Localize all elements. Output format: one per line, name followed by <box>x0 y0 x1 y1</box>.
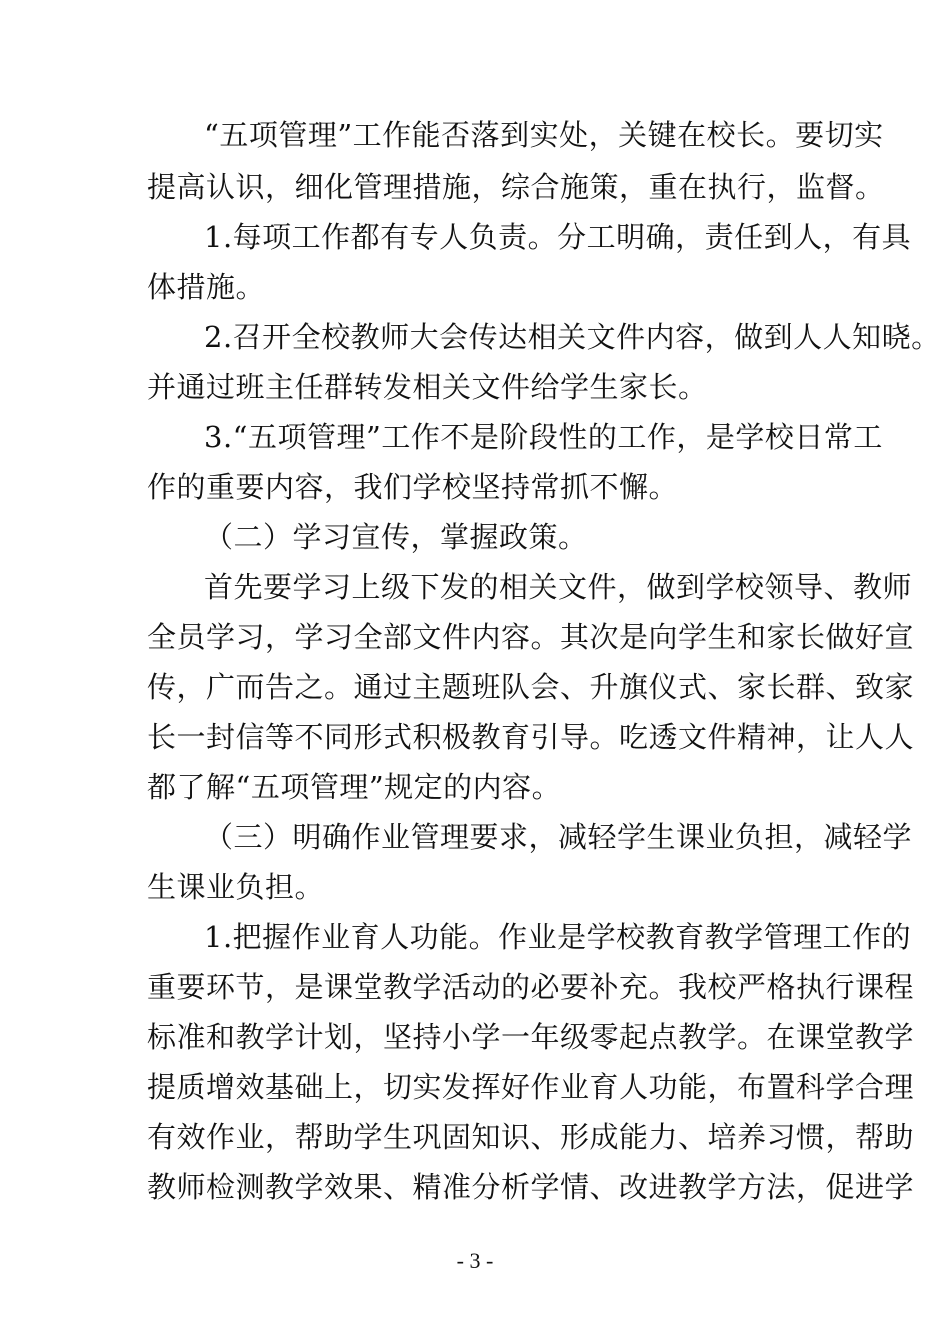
text-line: 作的重要内容，我们学校坚持常抓不懈。 <box>147 470 679 504</box>
text-line: 首先要学习上级下发的相关文件，做到学校领导、教师 <box>204 570 913 604</box>
text-line: 有效作业，帮助学生巩固知识、形成能力、培养习惯，帮助 <box>147 1120 915 1154</box>
text-line: 标准和教学计划，坚持小学一年级零起点教学。在课堂教学 <box>147 1020 915 1054</box>
section-heading: （三）明确作业管理要求，减轻学生课业负担，减轻学 <box>204 820 913 854</box>
text-line: 提高认识，细化管理措施，综合施策，重在执行，监督。 <box>147 170 885 204</box>
text-line: 提质增效基础上，切实发挥好作业育人功能，布置科学合理 <box>147 1070 915 1104</box>
text-line: 2.召开全校教师大会传达相关文件内容，做到人人知晓。 <box>204 320 941 354</box>
text-line: 体措施。 <box>147 270 266 304</box>
text-line: 并通过班主任群转发相关文件给学生家长。 <box>147 370 708 404</box>
text-line: 长一封信等不同形式积极教育引导。吃透文件精神，让人人 <box>147 720 915 754</box>
section-heading: （二）学习宣传，掌握政策。 <box>204 520 588 554</box>
text-line: 全员学习，学习全部文件内容。其次是向学生和家长做好宣 <box>147 620 915 654</box>
text-line: “五项管理”工作能否落到实处，关键在校长。要切实 <box>204 118 884 152</box>
text-line: 传，广而告之。通过主题班队会、升旗仪式、家长群、致家 <box>147 670 915 704</box>
text-line: 1.把握作业育人功能。作业是学校教育教学管理工作的 <box>204 920 912 954</box>
text-line: 都了解“五项管理”规定的内容。 <box>147 770 562 804</box>
text-line: 教师检测教学效果、精准分析学情、改进教学方法，促进学 <box>147 1170 915 1204</box>
text-line: 3.“五项管理”工作不是阶段性的工作，是学校日常工 <box>204 420 883 454</box>
text-line: 1.每项工作都有专人负责。分工明确，责任到人，有具 <box>204 220 912 254</box>
text-line: 生课业负担。 <box>147 870 325 904</box>
text-line: 重要环节，是课堂教学活动的必要补充。我校严格执行课程 <box>147 970 915 1004</box>
page-number: - 3 - <box>456 1248 494 1273</box>
